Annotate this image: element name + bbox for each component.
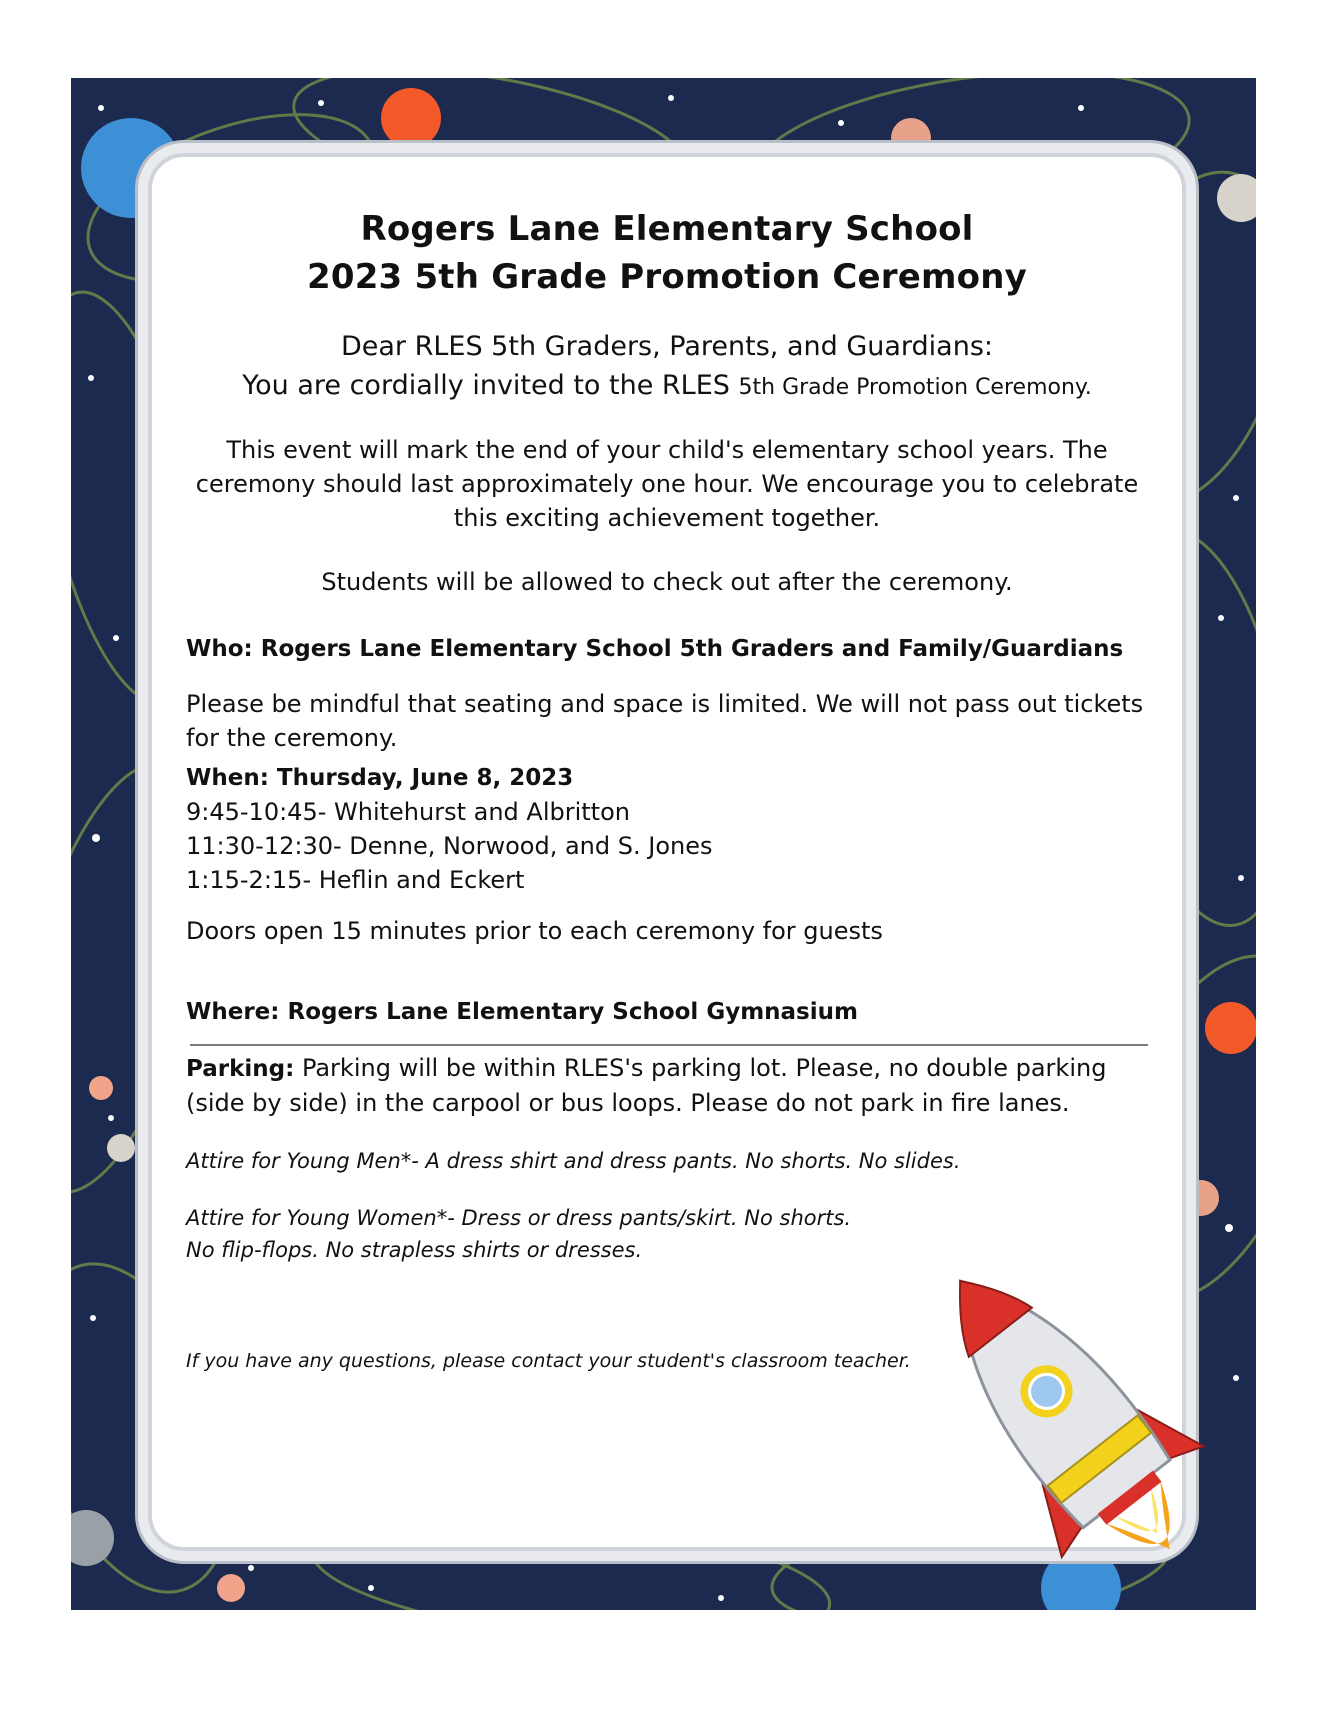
attire-women-line: No flip-flops. No strapless shirts or dresses. xyxy=(186,1238,643,1262)
when-heading: When: Thursday, June 8, 2023 xyxy=(186,765,574,791)
moon-icon xyxy=(107,1134,135,1162)
parking-text: Parking will be within RLES's parking lot. Please, no double parking xyxy=(294,1054,1107,1082)
rocket-icon xyxy=(880,1225,1250,1605)
checkout-note: Students will be allowed to check out after the ceremony. xyxy=(321,568,1013,596)
invitation-small-text: 5th Grade Promotion Ceremony. xyxy=(738,375,1092,400)
greeting: Dear RLES 5th Graders, Parents, and Guardians: xyxy=(340,331,994,362)
when-section xyxy=(186,761,1152,897)
seating-line: for the ceremony. xyxy=(186,724,398,752)
parking-line: (side by side) in the carpool or bus loops. Please do not park in fire lanes. xyxy=(186,1089,1070,1117)
pink-planet-icon xyxy=(891,118,931,158)
orange-planet-icon xyxy=(381,88,441,148)
school-name-title: Rogers Lane Elementary School xyxy=(360,209,974,249)
small-planet-icon xyxy=(217,1574,245,1602)
pink-planet-icon xyxy=(1183,1180,1219,1216)
parking-line xyxy=(186,1051,1152,1086)
orange-planet-icon xyxy=(1205,1002,1256,1054)
seating-note xyxy=(186,687,1152,755)
intro-paragraph xyxy=(172,433,1162,535)
small-planet-icon xyxy=(89,1076,113,1100)
divider xyxy=(190,1044,1148,1046)
invitation-line xyxy=(172,370,1162,401)
attire-men: Attire for Young Men*- A dress shirt and dress pants. No shorts. No slides. xyxy=(186,1149,961,1173)
contact-note: If you have any questions, please contact your student's classroom teacher. xyxy=(186,1350,911,1372)
invitation-main-text: You are cordially invited to the RLES xyxy=(242,370,739,401)
schedule-slot: 1:15-2:15- Heflin and Eckert xyxy=(186,866,525,894)
intro-line: This event will mark the end of your child's elementary school years. The xyxy=(226,436,1108,464)
schedule-slot: 9:45-10:45- Whitehurst and Albritton xyxy=(186,798,630,826)
parking-section xyxy=(186,1051,1152,1120)
intro-line: ceremony should last approximately one hour. We encourage you to celebrate xyxy=(195,470,1139,498)
schedule-slot: 11:30-12:30- Denne, Norwood, and S. Jones xyxy=(186,832,713,860)
ceremony-title: 2023 5th Grade Promotion Ceremony xyxy=(306,257,1027,297)
seating-line: Please be mindful that seating and space is limited. We will not pass out tickets xyxy=(186,690,1144,718)
parking-label: Parking: xyxy=(186,1056,295,1082)
moon-icon xyxy=(1217,174,1256,222)
gray-planet-icon xyxy=(71,1510,114,1566)
attire-women-line: Attire for Young Women*- Dress or dress pants/skirt. No shorts. xyxy=(186,1206,852,1230)
intro-line: this exciting achievement together. xyxy=(453,504,881,532)
doors-note: Doors open 15 minutes prior to each ceremony for guests xyxy=(186,917,883,945)
where-heading: Where: Rogers Lane Elementary School Gymnasium xyxy=(186,999,858,1025)
who-heading: Who: Rogers Lane Elementary School 5th Graders and Family/Guardians xyxy=(186,636,1124,662)
